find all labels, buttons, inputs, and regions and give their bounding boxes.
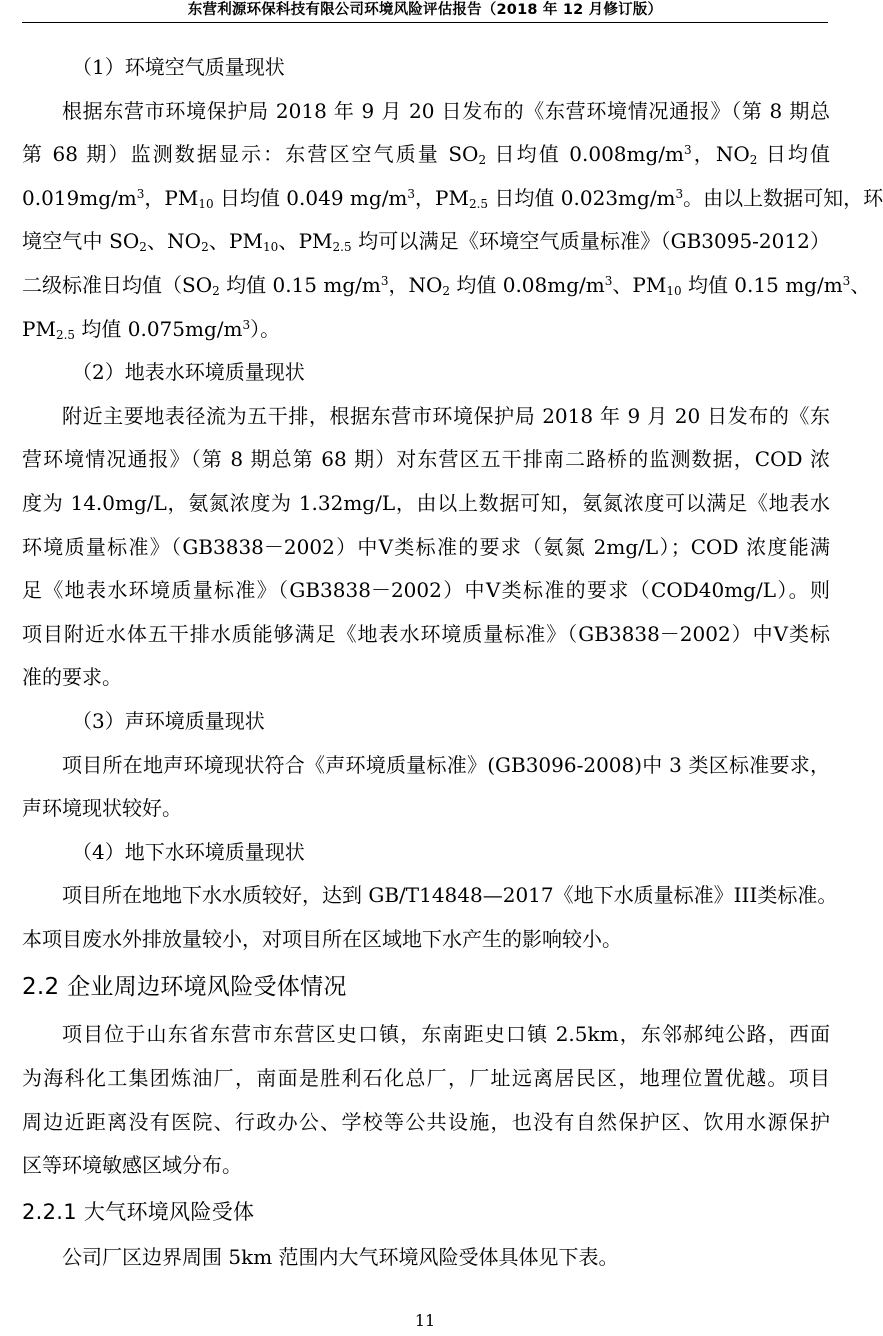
section-heading-2-2: 2.2 企业周边环境风险受体情况 [22, 974, 347, 1001]
text-line: 项目位于山东省东营市东营区史口镇，东南距史口镇 2.5km，东邻郝纯公路，西面 [62, 1022, 830, 1047]
text-line: 项目所在地地下水水质较好，达到 GB/T14848—2017《地下水质量标准》III类标准。 [62, 883, 838, 908]
page-header: 东营利源环保科技有限公司环境风险评估报告（2018 年 12 月修订版） [22, 0, 828, 23]
document-body [22, 46, 883, 1279]
text-line: 足《地表水环境质量标准》（GB3838－2002）中V类标准的要求（COD40mg/L）。则 [22, 578, 830, 603]
paragraph-risk-receptors [22, 1013, 830, 1187]
text-line: 项目所在地声环境现状符合《声环境质量标准》(GB3096-2008)中 3 类区标准要求， [62, 752, 830, 777]
text-line: 项目附近水体五干排水质能够满足《地表水环境质量标准》（GB3838－2002）中V类标 [22, 621, 830, 646]
text-line: 二级标准日均值（$SO_2$ 均值 0.15 $mg/m^3$，$NO_2$ 均值 $0.08mg/m^3$、$PM_{10}$ 均值 0.15 $mg/m^3$、 [22, 272, 871, 298]
subheading-groundwater: （4）地下水环境质量现状 [72, 839, 305, 864]
text-line: 准的要求。 [22, 665, 122, 690]
text-line: 周边近距离没有医院、行政办公、学校等公共设施，也没有自然保护区、饮用水源保护 [22, 1109, 830, 1134]
text-line: 公司厂区边界周围 5km 范围内大气环境风险受体具体见下表。 [62, 1244, 619, 1269]
text-line: 根据东营市环境保护局 2018 年 9 月 20 日发布的《东营环境情况通报》（第 8 期总 [62, 98, 830, 123]
section-heading-2-2-1: 2.2.1 大气环境风险受体 [22, 1199, 255, 1224]
paragraph-surface-water [22, 395, 830, 700]
page-number: 11 [414, 1311, 436, 1330]
paragraph-groundwater [22, 874, 838, 961]
text-line: 本项目废水外排放量较小，对项目所在区域地下水产生的影响较小。 [22, 926, 622, 951]
text-line: 为海科化工集团炼油厂，南面是胜利石化总厂，厂址远离居民区，地理位置优越。项目 [22, 1066, 830, 1091]
text-line: 营环境情况通报》（第 8 期总第 68 期）对东营区五干排南二路桥的监测数据，COD 浓 [22, 447, 830, 472]
text-line: 附近主要地表径流为五干排，根据东营市环境保护局 2018 年 9 月 20 日发布的《东 [62, 403, 830, 428]
subheading-air-quality: （1）环境空气质量现状 [72, 55, 285, 79]
text-line: 环境质量标准》（GB3838－2002）中V类标准的要求（氨氮 2mg/L）；COD 浓度能满 [22, 534, 830, 559]
subheading-noise: （3）声环境质量现状 [72, 708, 265, 733]
text-line: $PM_{2.5}$ 均值 $0.075mg/m^3$）。 [22, 316, 281, 342]
text-line: 度为 14.0mg/L，氨氮浓度为 1.32mg/L，由以上数据可知，氨氮浓度可以满足《地表水 [22, 490, 830, 515]
paragraph-air-quality [22, 90, 883, 352]
text-line: 境空气中 $SO_2$、$NO_2$、$PM_{10}$、$PM_{2.5}$ 均可以满足《环境空气质量标准》（GB3095-2012） [22, 229, 830, 255]
paragraph-atmospheric-receptors [22, 1236, 830, 1280]
text-line: $0.019mg/m^3$，$PM_{10}$ 日均值 0.049 $mg/m^3$，$PM_{2.5}$ 日均值 $0.023mg/m^3$。由以上数据可知，环 [22, 185, 883, 211]
text-line: 区等环境敏感区域分布。 [22, 1153, 242, 1178]
paragraph-noise [22, 744, 830, 831]
subheading-surface-water: （2）地表水环境质量现状 [72, 360, 305, 385]
text-line: 声环境现状较好。 [22, 796, 182, 821]
text-line: 第 68 期）监测数据显示：东营区空气质量 $SO_2$ 日均值 $0.008mg/m^3$，$NO_2$ 日均值 [22, 142, 831, 168]
